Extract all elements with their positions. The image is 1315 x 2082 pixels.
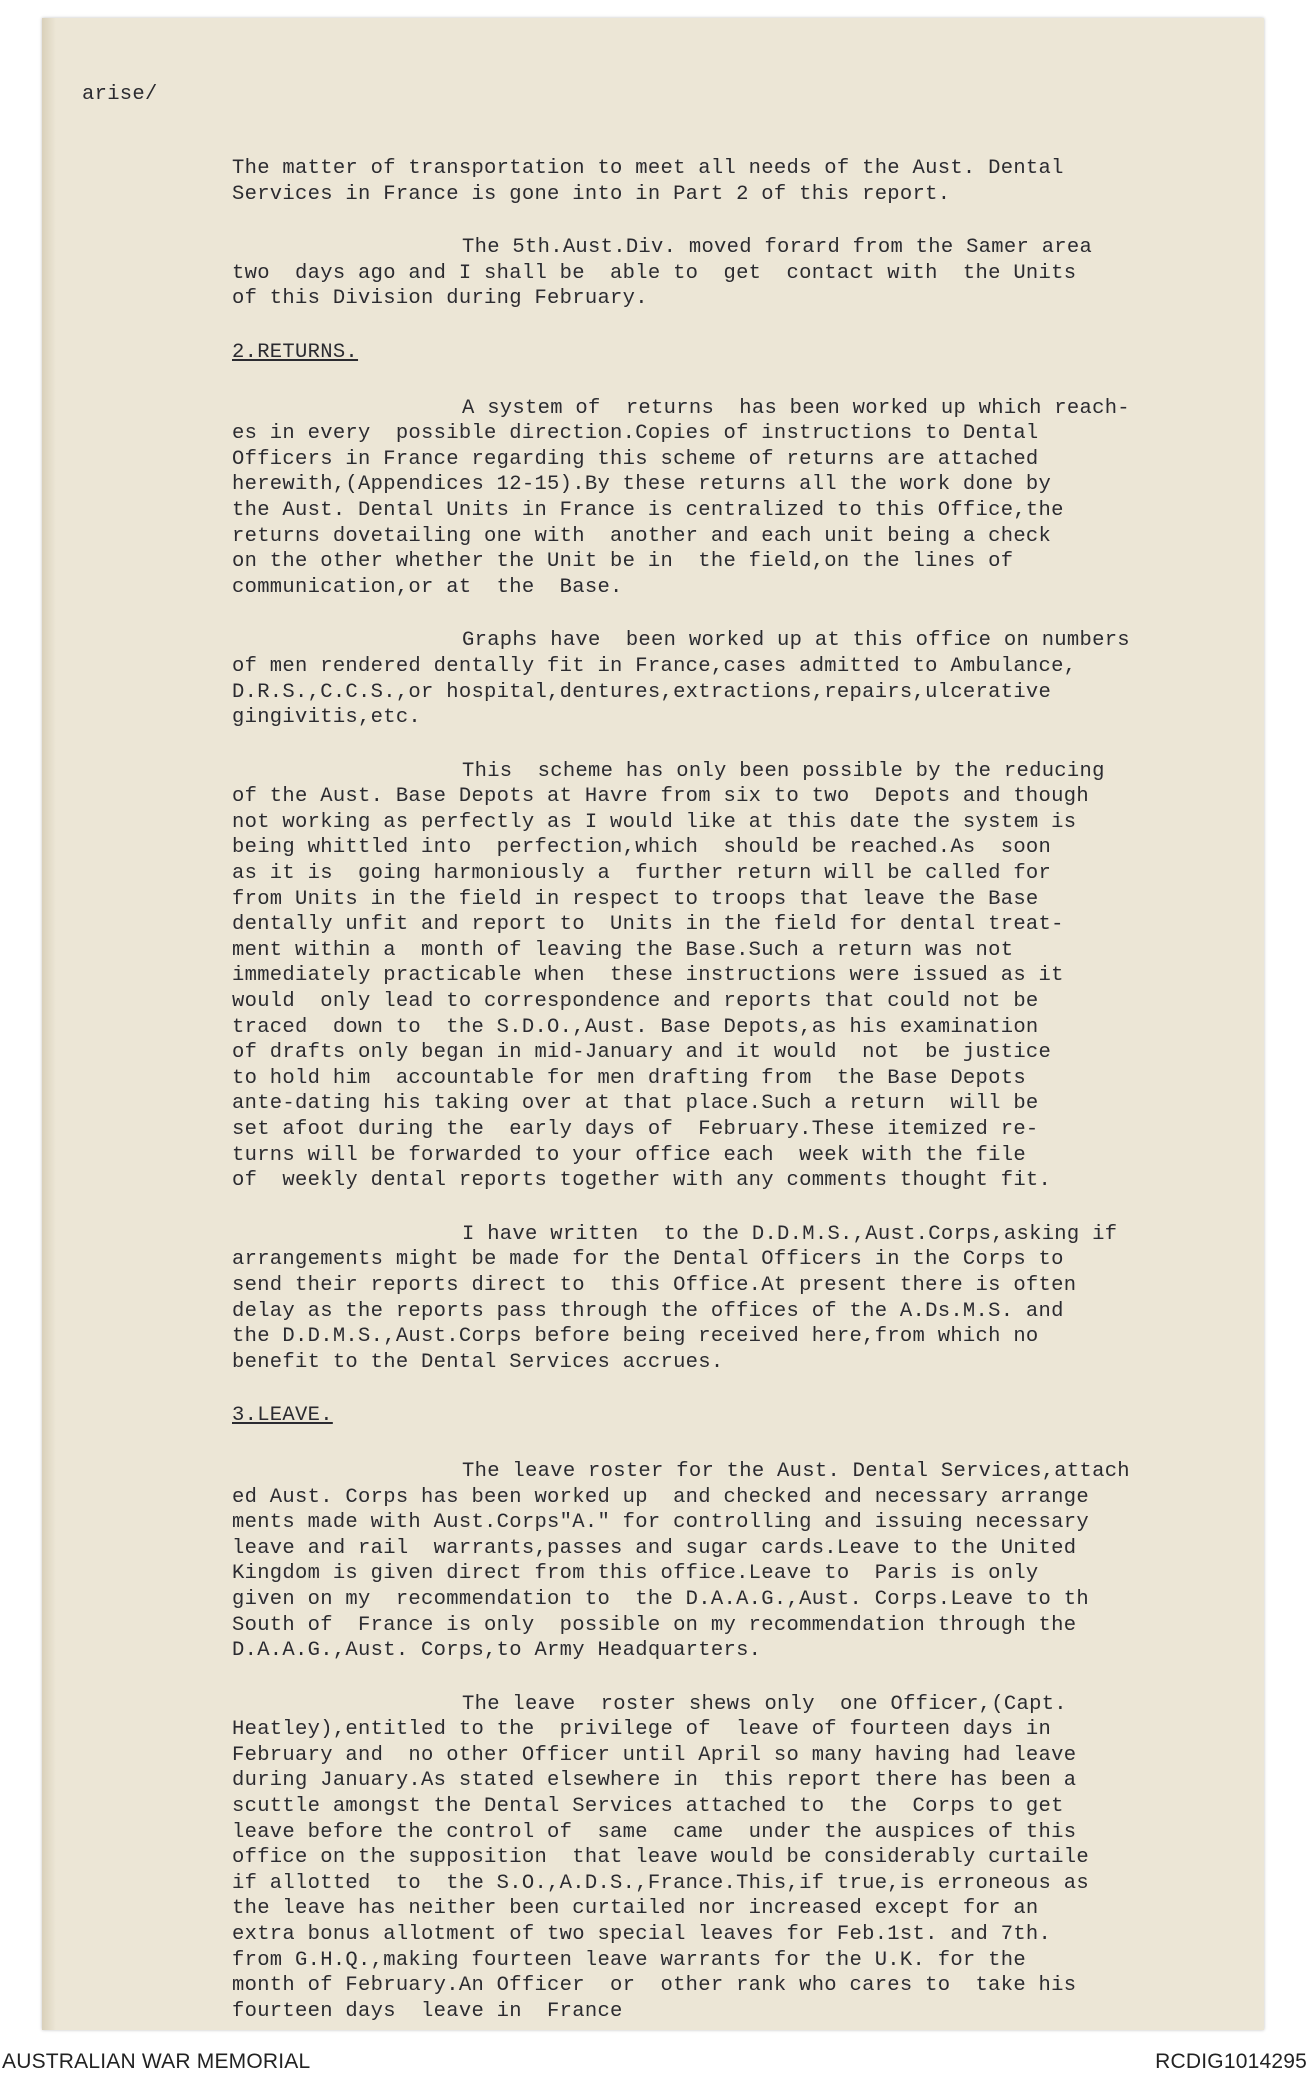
text-line: given on my recommendation to the D.A.A.G.,Aust. Corps.Leave to th — [232, 1587, 1089, 1611]
text-line: as it is going harmoniously a further return will be called for — [232, 862, 1052, 886]
text-line: Kingdom is given direct from this office.Leave to Paris is only — [232, 1562, 1039, 1586]
text-line: of men rendered dentally fit in France,cases admitted to Ambulance, — [232, 654, 1077, 678]
text-line: returns dovetailing one with another and each unit being a check — [232, 524, 1052, 548]
text-line: office on the supposition that leave would be considerably curtaile — [232, 1846, 1089, 1870]
continuation-word: arise/ — [82, 83, 158, 106]
paragraph — [232, 759, 1262, 1194]
footer-record-id: RCDIG1014295 — [1155, 2050, 1307, 2073]
paragraph — [232, 1222, 1262, 1376]
document-body — [232, 156, 1262, 2052]
text-line: dentally unfit and report to Units in the field for dental treat- — [232, 913, 1064, 937]
text-line: Services in France is gone into in Part 2 of this report. — [232, 182, 951, 206]
paragraph — [232, 1459, 1262, 1664]
text-line: ments made with Aust.Corps"A." for controlling and issuing necessary — [232, 1511, 1089, 1535]
text-line: A system of returns has been worked up which reach- — [462, 396, 1130, 420]
text-line: delay as the reports pass through the offices of the A.Ds.M.S. and — [232, 1299, 1064, 1323]
text-line: ment within a month of leaving the Base.Such a return was not — [232, 938, 1014, 962]
text-line: leave before the control of same came under the auspices of this — [232, 1820, 1077, 1844]
text-line: gingivitis,etc. — [232, 706, 422, 730]
text-line: the leave has neither been curtailed nor increased except for an — [232, 1897, 1039, 1921]
text-line: from G.H.Q.,making fourteen leave warrants for the U.K. for the — [232, 1948, 1026, 1972]
text-line: to hold him accountable for men drafting from the Base Depots — [232, 1066, 1026, 1090]
text-line: Officers in France regarding this scheme of returns are attached — [232, 447, 1039, 471]
text-line: I have written to the D.D.M.S.,Aust.Corps,asking if — [462, 1222, 1118, 1246]
text-line: being whittled into perfection,which should be reached.As soon — [232, 836, 1052, 860]
text-line: The 5th.Aust.Div. moved forard from the Samer area — [462, 236, 1093, 260]
text-line: February and no other Officer until April so many having had leave — [232, 1743, 1077, 1767]
text-line: on the other whether the Unit be in the field,on the lines of — [232, 550, 1014, 574]
text-line: ante-dating his taking over at that place.Such a return will be — [232, 1092, 1039, 1116]
text-line: benefit to the Dental Services accrues. — [232, 1350, 724, 1374]
section-heading: 2.RETURNS. — [232, 340, 359, 364]
text-line: scuttle amongst the Dental Services attached to the Corps to get — [232, 1795, 1064, 1819]
text-line: turns will be forwarded to your office each week with the file — [232, 1143, 1026, 1167]
text-line: fourteen days leave in France — [232, 1999, 623, 2023]
section-heading: 3.LEAVE. — [232, 1404, 333, 1428]
page-edge-shadow — [42, 18, 56, 2030]
text-line: if allotted to the S.O.,A.D.S.,France.This,if true,is erroneous as — [232, 1871, 1089, 1895]
text-line: of weekly dental reports together with any comments thought fit. — [232, 1169, 1052, 1193]
text-line: immediately practicable when these instructions were issued as it — [232, 964, 1064, 988]
text-line: leave and rail warrants,passes and sugar cards.Leave to the United — [232, 1536, 1077, 1560]
text-line: Graphs have been worked up at this office on numbers — [462, 629, 1130, 653]
text-line: South of France is only possible on my recommendation through the — [232, 1613, 1077, 1637]
text-line: communication,or at the Base. — [232, 575, 623, 599]
text-line: set afoot during the early days of February.These itemized re- — [232, 1118, 1039, 1141]
text-line: This scheme has only been possible by the reducing — [462, 759, 1105, 783]
footer-institution: AUSTRALIAN WAR MEMORIAL — [2, 2050, 311, 2073]
text-line: Heatley),entitled to the privilege of leave of fourteen days in — [232, 1718, 1052, 1742]
paragraph — [232, 396, 1262, 601]
text-line: The leave roster shews only one Officer,(Capt. — [462, 1692, 1067, 1716]
text-line: of this Division during February. — [232, 287, 648, 311]
text-line: D.R.S.,C.C.S.,or hospital,dentures,extractions,repairs,ulcerative — [232, 680, 1052, 704]
text-line: send their reports direct to this Office.At present there is often — [232, 1273, 1077, 1297]
paragraph — [232, 235, 1262, 312]
text-line: not working as perfectly as I would like at this date the system is — [232, 810, 1077, 834]
text-line: two days ago and I shall be able to get contact with the Units — [232, 261, 1077, 285]
text-line: ed Aust. Corps has been worked up and checked and necessary arrange — [232, 1485, 1089, 1509]
text-line: arrangements might be made for the Dental Officers in the Corps to — [232, 1248, 1064, 1272]
text-line: es in every possible direction.Copies of instructions to Dental — [232, 422, 1039, 446]
text-line: The leave roster for the Aust. Dental Services,attach — [462, 1459, 1130, 1483]
text-line: of drafts only began in mid-January and it would not be justice — [232, 1041, 1052, 1065]
text-line: the D.D.M.S.,Aust.Corps before being received here,from which no — [232, 1325, 1039, 1349]
text-line: traced down to the S.D.O.,Aust. Base Depots,as his examination — [232, 1015, 1039, 1039]
text-line: would only lead to correspondence and reports that could not be — [232, 990, 1039, 1014]
text-line: extra bonus allotment of two special leaves for Feb.1st. and 7th. — [232, 1923, 1052, 1947]
document-sheet — [42, 18, 1264, 2030]
text-line: the Aust. Dental Units in France is centralized to this Office,the — [232, 498, 1064, 522]
text-line: D.A.A.G.,Aust. Corps,to Army Headquarters. — [232, 1639, 762, 1663]
text-line: from Units in the field in respect to troops that leave the Base — [232, 887, 1039, 911]
text-line: herewith,(Appendices 12-15).By these returns all the work done by — [232, 473, 1052, 497]
text-line: The matter of transportation to meet all needs of the Aust. Dental — [232, 157, 1064, 180]
text-line: during January.As stated elsewhere in this report there has been a — [232, 1769, 1077, 1793]
paragraph — [232, 628, 1262, 730]
text-line: of the Aust. Base Depots at Havre from six to two Depots and though — [232, 785, 1089, 809]
text-line: month of February.An Officer or other rank who cares to take his — [232, 1974, 1077, 1998]
paragraph — [232, 156, 1262, 207]
paragraph — [232, 1692, 1262, 2025]
